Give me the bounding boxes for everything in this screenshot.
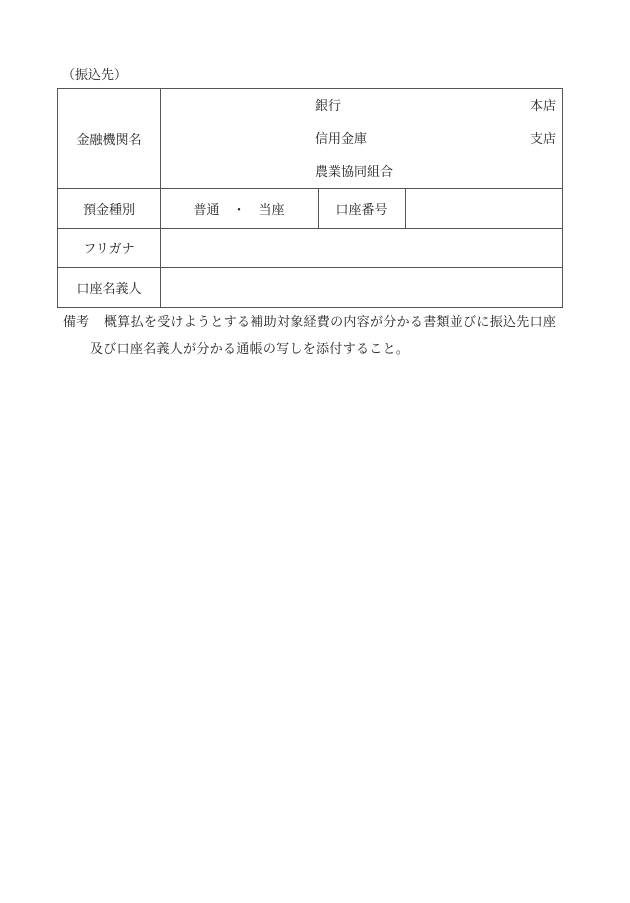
institution-label: 金融機関名 <box>76 133 142 148</box>
account-number-field[interactable] <box>405 188 563 229</box>
institution-type-shinkin: 信用金庫 <box>315 132 368 147</box>
institution-label-cell <box>57 88 161 189</box>
holder-label-cell <box>57 267 161 308</box>
account-number-label-cell <box>318 188 406 229</box>
note-label: 備考 <box>63 315 90 330</box>
branch-type-head: 本店 <box>529 99 556 114</box>
deposit-type-cell[interactable] <box>160 188 319 229</box>
deposit-type-label: 預金種別 <box>82 202 135 218</box>
branch-type-branch: 支店 <box>529 132 556 147</box>
holder-field[interactable] <box>160 267 563 308</box>
institution-type-bank: 銀行 <box>315 99 342 114</box>
account-number-label: 口座番号 <box>335 202 388 218</box>
note-line-1: 概算払を受けようとする補助対象経費の内容が分かる書類並びに振込先口座 <box>104 315 557 330</box>
institution-input-cell[interactable] <box>160 88 563 189</box>
deposit-type-options: 普通 ・ 当座 <box>193 202 285 218</box>
furigana-label-cell <box>57 228 161 268</box>
furigana-field[interactable] <box>160 228 563 268</box>
deposit-type-label-cell <box>57 188 161 229</box>
section-heading: （振込先） <box>62 68 128 83</box>
furigana-label: フリガナ <box>83 242 135 257</box>
note-line-2: 及び口座名義人が分かる通帳の写しを添付すること。 <box>90 342 410 357</box>
institution-type-ja: 農業協同組合 <box>315 165 394 180</box>
holder-label: 口座名義人 <box>76 281 142 297</box>
